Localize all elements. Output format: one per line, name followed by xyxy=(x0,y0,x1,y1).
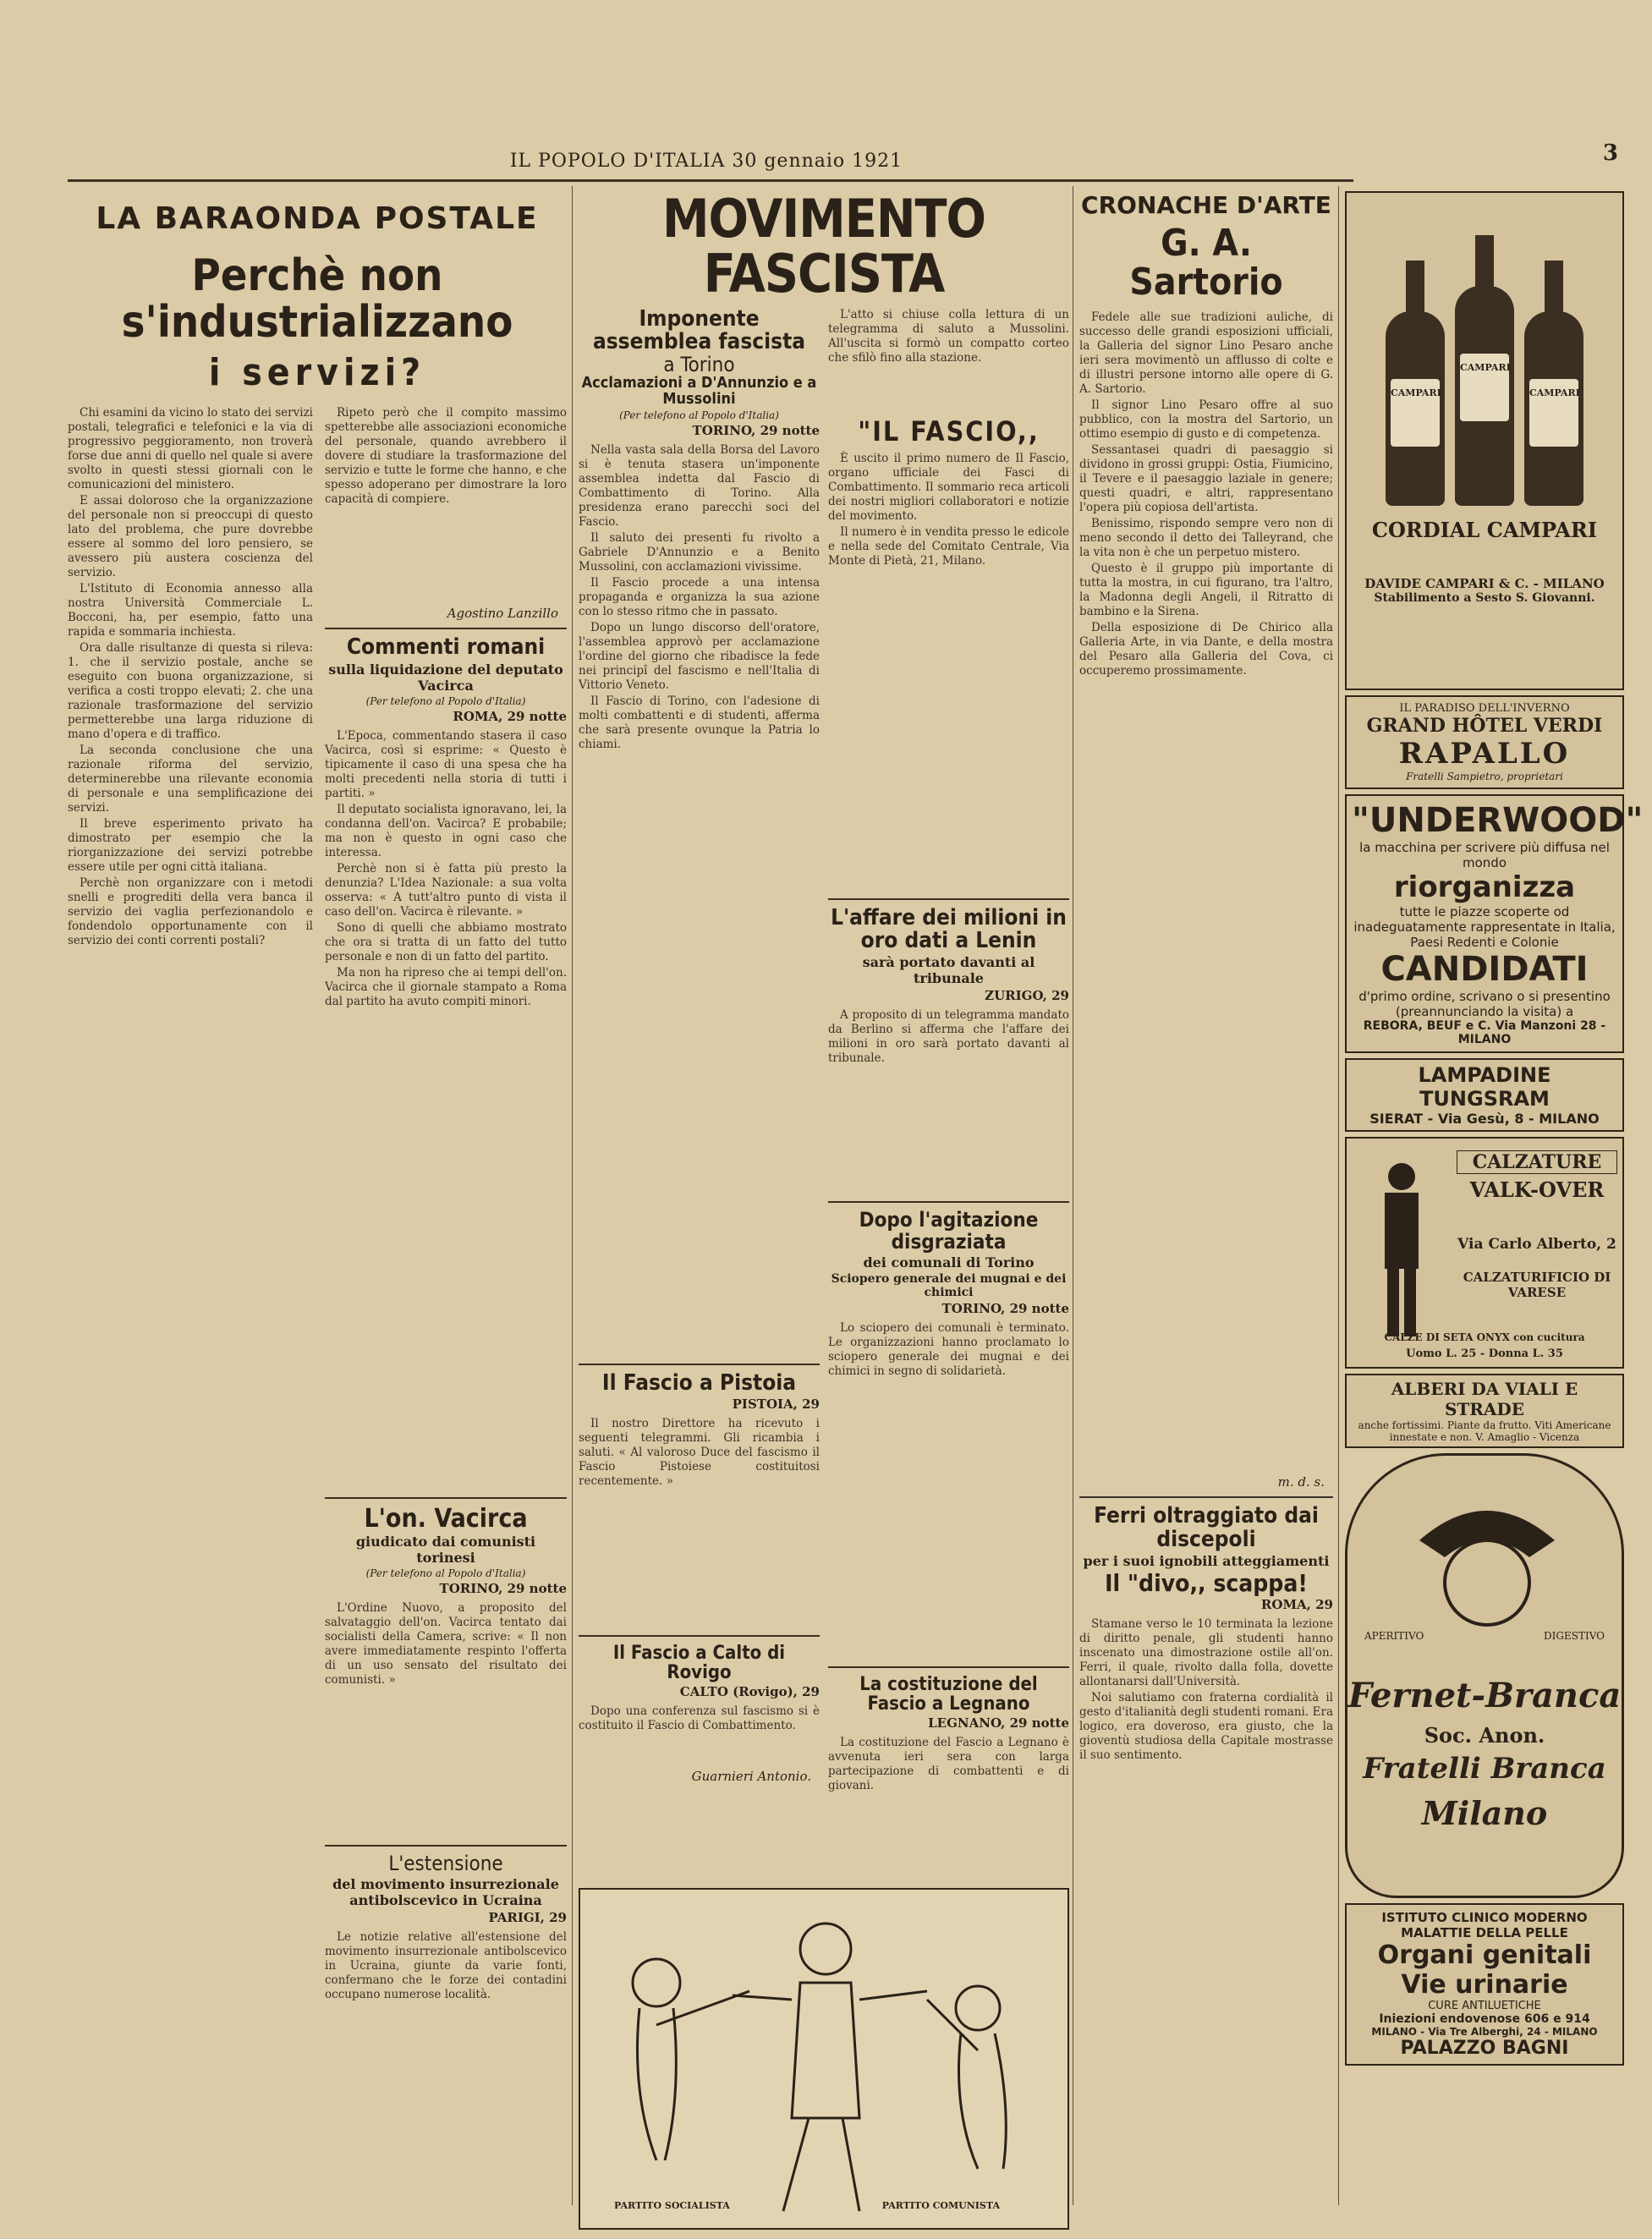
col3-article2-sub: per i suoi ignobili atteggiamenti xyxy=(1083,1552,1330,1569)
col3-article2-head: Ferri oltraggiato dai discepoli xyxy=(1094,1503,1319,1552)
cure-text: CURE ANTILUETICHE xyxy=(1428,2000,1541,2012)
col1-headline: Perchè non s'industrializzano xyxy=(121,250,513,348)
milano-text: Milano xyxy=(1421,1794,1548,1832)
vie-text: Vie urinarie xyxy=(1401,1970,1568,2000)
col1-article2-credit: (Per telefono al Popolo d'Italia) xyxy=(365,694,526,707)
cartoon-right-label: PARTITO COMUNISTA xyxy=(881,2199,1000,2211)
fernet-branca-ad xyxy=(1345,1453,1624,1898)
col2-body-right: È uscito il primo numero de Il Fascio, organo ufficiale dei Fasci di Combattimento. Il sommario reca articoli dei nostri migliori collaboratori e notizie del movimento. Il numero è in vendita presso le edicole e nella sede del Comitato Centrale, Via Monte di Pietà, 21, Milano. xyxy=(828,451,1069,568)
col2-article4-head: Il Fascio a Pistoia xyxy=(601,1369,797,1396)
aperitivo-text: APERITIVO xyxy=(1364,1630,1424,1642)
calzature-text: CALZATURE xyxy=(1457,1150,1617,1174)
col2-sub3: Acclamazioni a D'Annunzio e a Mussolini xyxy=(581,373,817,408)
campari-bottle-3: CAMPARI xyxy=(1529,379,1578,447)
col1-article3-credit: (Per telefono al Popolo d'Italia) xyxy=(365,1567,526,1580)
valkover-text: VALK-OVER xyxy=(1469,1177,1605,1202)
fratelli-text: Fratelli Branca xyxy=(1363,1752,1606,1786)
page-number: 3 xyxy=(1602,140,1618,166)
column-3 xyxy=(1079,186,1333,2205)
alberi-sub: anche fortissimi. Piante da frutto. Viti Americane innestate e non. V. Amaglio - Vicenza xyxy=(1358,1419,1611,1443)
col2-article2-sub: sarà portato davanti al tribunale xyxy=(862,954,1035,987)
ads-column xyxy=(1345,186,1644,2205)
riorganizza-text: riorganizza xyxy=(1393,870,1576,904)
campari-cordial: CORDIAL CAMPARI xyxy=(1371,518,1598,542)
col2-article5-head: Il Fascio a Calto di Rovigo xyxy=(612,1643,786,1684)
col2-article2-dateline: ZURIGO, 29 xyxy=(985,988,1069,1004)
col2-article6-dateline: LEGNANO, 29 notte xyxy=(928,1715,1069,1731)
col1-kicker: LA BARAONDA POSTALE xyxy=(96,201,539,236)
col2-article4-body: Il nostro Direttore ha ricevuto i seguenti telegrammi. Gli ricambia i saluti. « Al valoroso Duce del fascismo il Fascio Pistoiese costituitosi recentemente. » xyxy=(579,1417,820,1489)
campari-bottle-2: CAMPARI xyxy=(1460,354,1509,421)
cartoon-illustration xyxy=(580,1890,1067,2225)
col2-article3-body: Lo sciopero dei comunali è terminato. Le organizzazioni hanno proclamato lo sciopero generale dei mugnai e dei chimici in segno di solidarietà. xyxy=(828,1320,1069,1378)
masthead-rule xyxy=(68,179,1353,182)
tungsram-ad xyxy=(1345,1058,1624,1132)
col3-body: Fedele alle sue tradizioni auliche, di successo delle grandi esposizioni ufficiali, la Galleria del signor Lino Pesaro anche ieri sera movimentò un afflusso di colte e di illustri persone intorno alle opere di G. A. Sartorio. Il signor Lino Pesaro offre al suo pubblico, con la mostra del Sartorio, un ottimo esempio di gusto e di competenza. Sessantasei quadri di paesaggio si dividono in grossi gruppi: Ostia, Fiumicino, il Tevere e il paesaggio laziale in genere; questi quadri, e altri, rappresentano l'opera più copiosa dell'artista. Benissimo, rispondo sempre vero non di meno secondo il detto dei Talleyrand, che la vita non è che un perpetuo mistero. Questo è il gruppo più importante di tutta la mostra, in cui figurano, tra l'altro, la Madonna degli Angeli, il Ritratto di bambino e la Sirena. Della esposizione di De Chirico alla Galleria Arte, in via Dante, e della mostra del Pesaro alla Galleria del Cova, ci occuperemo prossimamente. xyxy=(1079,310,1333,678)
col2-body-right-top: L'atto si chiuse colla lettura di un telegramma di saluto a Mussolini. All'uscita si formò un compatto corteo che sfilò fino alla stazione. xyxy=(828,308,1069,365)
istituto-text: ISTITUTO CLINICO MODERNO xyxy=(1381,1910,1588,1925)
fernet-text: Fernet-Branca xyxy=(1347,1676,1622,1715)
col1-article2-sub: sulla liquidazione del deputato Vacirca xyxy=(328,661,563,694)
eagle-globe-icon xyxy=(1402,1490,1572,1633)
alberi-ad xyxy=(1345,1374,1624,1448)
col2-article5-body: Dopo una conferenza sul fascismo si è costituito il Fascio di Combattimento. xyxy=(579,1704,820,1733)
col1-article4-body: Le notizie relative all'estensione del movimento insurrezionale antibolscevico in Ucraina, giunte da varie fonti, confermano che le forze dei contadini occupano numerose località. xyxy=(325,1930,567,2002)
col1-article4-dateline: PARIGI, 29 xyxy=(488,1910,567,1926)
col2-article3-head: Dopo l'agitazione disgraziata xyxy=(859,1208,1039,1254)
col3-article2-dateline: ROMA, 29 xyxy=(1260,1597,1333,1613)
col3-article2-body: Stamane verso le 10 terminata la lezione di diritto penale, gli studenti hanno inscenato una dimostrazione ostile all'on. Ferri, il quale, rivolto dalla folla, dovette allontanarsi dall'Università. Noi salutiamo con fraterna cordialità il gesto d'italianità degli studenti romani. Era logico, era doveroso, era giusto, che la gioventù studiosa della Capitale mostrasse il suo sentimento. xyxy=(1079,1617,1333,1763)
lampadine-text: LAMPADINE TUNGSRAM xyxy=(1418,1063,1551,1111)
col2-article3-sub: dei comunali di Torino xyxy=(863,1254,1035,1270)
col1-article3-body: L'Ordine Nuovo, a proposito del salvataggio dell'on. Vacirca tentato dai socialisti della Camera, scrive: « Il non avere immediatamente respinto l'offerta di un uso sensato del risultato dei comunisti. » xyxy=(325,1601,567,1687)
col3-headline: G. A. Sartorio xyxy=(1129,222,1283,305)
prezzi-text: Uomo L. 25 - Donna L. 35 xyxy=(1406,1347,1563,1360)
hotel-name: GRAND HÔTEL VERDI xyxy=(1366,715,1603,737)
col2-article6-head: La costituzione del Fascio a Legnano xyxy=(859,1673,1038,1715)
palazzo-text: PALAZZO BAGNI xyxy=(1400,2038,1569,2059)
column-1 xyxy=(68,186,567,2205)
col1-body-left: Chi esamini da vicino lo stato dei servizi postali, telegrafici e telefonici e la via di progressivo peggioramento, non troverà forse due anni di quello nel quale si avere svolto in questi stessi giornali con le comunicazioni del ministero. E assai doloroso che la organizzazione del personale non si preoccupi di questo lato del problema, che pure dovrebbe essere al sommo del loro pensiero, se avessero più austera coscienza del servizio. L'Istituto di Economia annesso alla nostra Università Commerciale L. Bocconi, ha, per esempio, fatto una rapida e sommaria inchiesta. Ora dalle risultanze di questa si rileva: 1. che il servizio postale, anche se eseguito con buona organizzazione, si verifica a costi troppo elevati; 2. che una razionale trasformazione del servizio permetterebbe una larga riduzione di mano d'opera e di traffico. La seconda conclusione che una razionale riforma del servizio, determinerebbe una rilevante economia di personale e una semplificazione dei servizi. Il breve esperimento privato ha dimostrato per esempio che la riorganizzazione dei servizi potrebbe essere utile per ogni città italiana. Perchè non organizzare con i metodi snelli e progrediti della vera banca il servizio dei vaglia perfezionandolo e fondendolo opportunamente con il servizio dei conti correnti postali? xyxy=(68,406,313,948)
istituto-addr: MILANO - Via Tre Alberghi, 24 - MILANO xyxy=(1371,2026,1598,2038)
col2-article6-body: La costituzione del Fascio a Legnano è avvenuta ieri sera con larga partecipazione di combattenti e di giovani. xyxy=(828,1735,1069,1792)
istituto-ad xyxy=(1345,1903,1624,2066)
col1-article4-head: L'estensione xyxy=(388,1852,503,1876)
hotel-owner: Fratelli Sampietro, proprietari xyxy=(1406,771,1563,782)
valkover-ad xyxy=(1345,1137,1624,1369)
rebora-text: REBORA, BEUF e C. Via Manzoni 28 - MILANO xyxy=(1363,1019,1606,1046)
col2-credit: (Per telefono al Popolo d'Italia) xyxy=(619,409,779,421)
calzaturificio-text: CALZATURIFICIO DI VARESE xyxy=(1463,1270,1611,1300)
cartoon-left-label: PARTITO SOCIALISTA xyxy=(614,2199,730,2211)
col1-article3-sub: giudicato dai comunisti torinesi xyxy=(355,1534,536,1567)
col1-article3-dateline: TORINO, 29 notte xyxy=(439,1581,567,1597)
col2-headline: MOVIMENTO FASCISTA xyxy=(662,188,985,305)
underwood-ad xyxy=(1345,794,1644,1053)
campari-bottle-1: CAMPARI xyxy=(1391,379,1440,447)
col2-article2-body: A proposito di un telegramma mandato da Berlino si afferma che l'affare dei milioni in oro sarà portato davanti al tribunale. xyxy=(828,1008,1069,1066)
campari-footer2: Stabilimento a Sesto S. Giovanni. xyxy=(1374,591,1595,605)
col1-headline2: i servizi? xyxy=(208,351,426,395)
col1-article3-head: L'on. Vacirca xyxy=(364,1503,528,1534)
malattie-text: MALATTIE DELLA PELLE xyxy=(1401,1925,1568,1940)
col3-kicker: CRONACHE D'ARTE xyxy=(1081,191,1331,219)
underwood-body2: d'primo ordine, scrivano o si presentino (preannunciando la visita) a xyxy=(1358,989,1611,1019)
col2-article3-sub2: Sciopero generale dei mugnai e dei chimici xyxy=(831,1271,1067,1299)
column-2 xyxy=(579,186,1069,2211)
via-carlo-text: Via Carlo Alberto, 2 xyxy=(1457,1236,1616,1253)
col1-article2-body: L'Epoca, commentando stasera il caso Vacirca, così si esprime: « Questo è tipicamente il caso di una spesa che ha molti precedenti nella storia di tutti i partiti. » Il deputato socialista ignoravano, lei, la condanna dell'on. Vacirca? E probabile; ma non è questo in ogni caso che interessa. Perchè non si è fatta più presto la denunzia? L'Idea Nazionale: a sua volta osserva: « A tutt'altro punto di vista il caso dell'on. Vacirca è rilevante. » Sono di quelli che abbiamo mostrato che ora si tratta di un fatto del tutto personale e non di un fatto del partito. Ma non ha ripreso che ai tempi dell'on. Vacirca che il giornale stampato a Roma dal partito ha avuto compiti minori. xyxy=(325,728,567,1008)
soc-text: Soc. Anon. xyxy=(1424,1723,1545,1748)
alberi-text: ALBERI DA VIALI E STRADE xyxy=(1391,1379,1578,1419)
col3-article2-sub2: Il "divo,, scappa! xyxy=(1105,1568,1308,1597)
digestivo-text: DIGESTIVO xyxy=(1544,1630,1605,1642)
col3-signature: m. d. s. xyxy=(1277,1474,1325,1490)
col2-article3-dateline: TORINO, 29 notte xyxy=(941,1300,1069,1316)
col2-sub1: Imponente assemblea fascista xyxy=(592,306,806,355)
rapallo-ad xyxy=(1345,695,1624,789)
man-figure-icon xyxy=(1355,1155,1448,1342)
col2-article5-dateline: CALTO (Rovigo), 29 xyxy=(679,1684,820,1700)
campari-footer: DAVIDE CAMPARI & C. - MILANO xyxy=(1364,576,1605,591)
masthead: IL POPOLO D'ITALIA 30 gennaio 1921 xyxy=(509,151,903,172)
col2-article2-head: L'affare dei milioni in oro dati a Lenin xyxy=(831,904,1067,954)
paradiso-text: IL PARADISO DELL'INVERNO xyxy=(1399,702,1570,715)
calze-text: CALZE DI SETA ONYX con cucitura xyxy=(1384,1331,1585,1343)
col1-article2-head: Commenti romani xyxy=(346,634,546,661)
campari-ad xyxy=(1345,191,1624,690)
col2-body-left: Nella vasta sala della Borsa del Lavoro si è tenuta stasera un'imponente assemblea indetta dal Fascio di Combattimento di Torino. Alla presidenza erano parecchi soci del Fascio. Il saluto dei presenti fu rivolto a Gabriele D'Annunzio e a Benito Mussolini, con acclamazioni vivissime. Il Fascio procede a una intensa propaganda e organizza la sua azione con lo stesso ritmo che in passato. Dopo un lungo discorso dell'oratore, l'assemblea approvò per acclamazione l'ordine del giorno che ribadisce la fede nei principî del fascismo e nell'Italia di Vittorio Veneto. Il Fascio di Torino, con l'adesione di molti combattenti e di studenti, afferma che sarà presente ovunque la Patria lo chiami. xyxy=(579,442,820,751)
col2-sub2: a Torino xyxy=(663,352,735,376)
underwood-body: tutte le piazze scoperte od inadeguatamente rappresentate in Italia, Paesi Redenti e Colonie xyxy=(1353,904,1616,950)
col1-article2-dateline: ROMA, 29 notte xyxy=(453,708,567,724)
rapallo-text: RAPALLO xyxy=(1398,737,1571,771)
underwood-line: la macchina per scrivere più diffusa nel mondo xyxy=(1359,840,1610,870)
col2-article4-dateline: PISTOIA, 29 xyxy=(732,1397,820,1413)
col2-dateline: TORINO, 29 notte xyxy=(692,422,820,438)
organi-text: Organi genitali xyxy=(1377,1940,1592,1970)
underwood-title: "UNDERWOOD" xyxy=(1352,801,1644,840)
col1-signature: Agostino Lanzillo xyxy=(447,606,558,622)
candidati-text: CANDIDATI xyxy=(1380,950,1589,989)
col1-body-right: Ripeto però che il compito massimo spetterebbe alle associazioni economiche del personale, quando avrebbero il dovere di studiare la trasformazione del servizio e tutte le forme che hanno, e che spesso adoperano per dimostrare la loro capacità di compiere. xyxy=(325,406,567,507)
col1-article4-sub: del movimento insurrezionale antibolscevico in Ucraina xyxy=(332,1876,559,1909)
iniezioni-text: Iniezioni endovenose 606 e 914 xyxy=(1379,2012,1590,2026)
col2-article5-sig: Guarnieri Antonio. xyxy=(691,1769,811,1785)
col2-quote: "IL FASCIO,, xyxy=(858,415,1040,448)
sierat-text: SIERAT - Via Gesù, 8 - MILANO xyxy=(1369,1111,1600,1127)
cartoon xyxy=(579,1888,1069,2230)
